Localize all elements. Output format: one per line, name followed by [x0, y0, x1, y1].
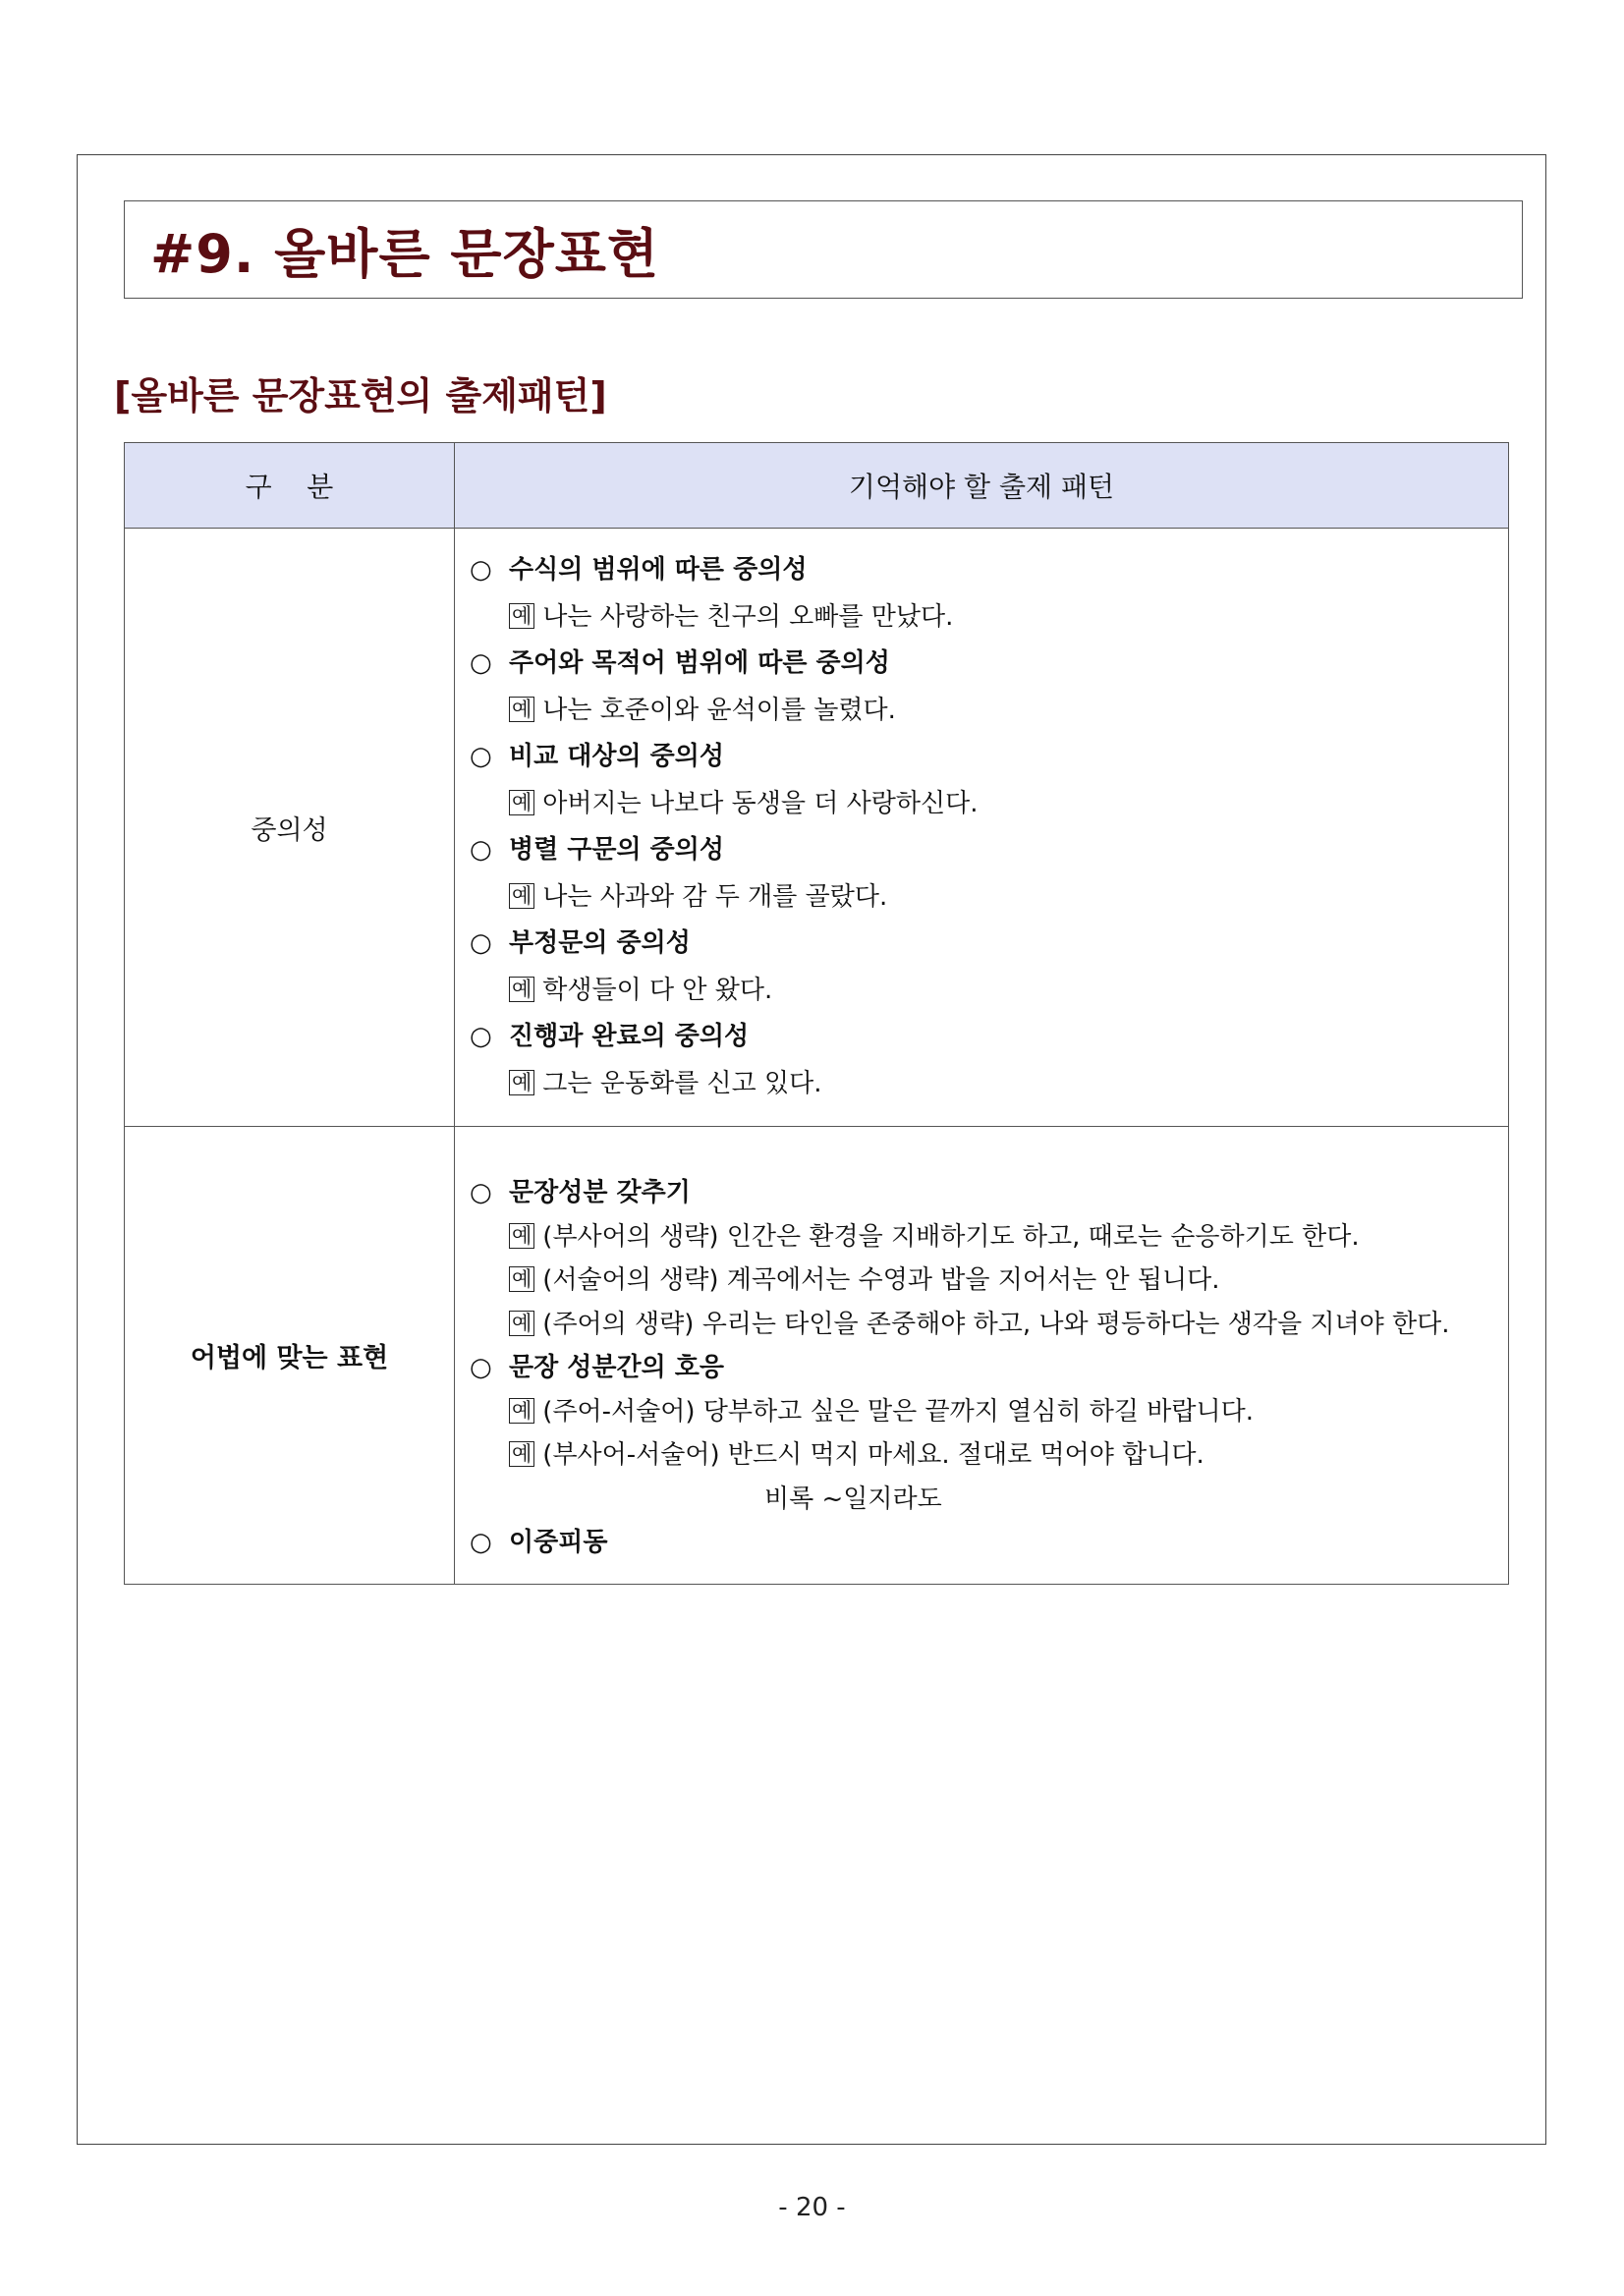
- example-line: [470, 968, 1495, 1015]
- page-number: - 20 -: [778, 2193, 846, 2222]
- header-category: 구 분: [125, 443, 455, 529]
- example-mark-icon: 예: [509, 697, 534, 722]
- example-line: [470, 1433, 1495, 1478]
- example-mark-icon: 예: [509, 1223, 534, 1249]
- category-ambiguity: 중의성: [125, 529, 455, 1127]
- example-text: (서술어의 생략) 계곡에서는 수영과 밥을 지어서는 안 됩니다.: [542, 1265, 1220, 1295]
- title-box: [124, 200, 1523, 299]
- circle-bullet-icon: ○: [470, 1528, 492, 1557]
- example-line: [470, 1215, 1495, 1260]
- page-title: #9. 올바른 문장표현: [150, 222, 660, 285]
- pattern-heading-text: 문장성분 갖추기: [509, 1178, 691, 1207]
- example-line: [470, 874, 1495, 922]
- circle-bullet-icon: ○: [470, 835, 492, 865]
- example-text: (부사어-서술어) 반드시 먹지 마세요. 절대로 먹어야 합니다.: [542, 1440, 1204, 1470]
- example-text: 나는 사과와 감 두 개를 골랐다.: [542, 881, 888, 912]
- pattern-heading: [470, 1346, 1495, 1390]
- example-line: [470, 688, 1495, 735]
- pattern-heading-text: 비교 대상의 중의성: [509, 742, 725, 771]
- example-mark-icon: 예: [509, 1266, 534, 1292]
- pattern-heading: [470, 827, 1495, 874]
- example-line: [470, 1303, 1495, 1347]
- pattern-heading-text: 수식의 범위에 따른 중의성: [509, 555, 808, 585]
- example-text: 아버지는 나보다 동생을 더 사랑하신다.: [542, 788, 979, 818]
- circle-bullet-icon: ○: [470, 742, 492, 771]
- category-grammar: 어법에 맞는 표현: [125, 1127, 455, 1585]
- pattern-heading: [470, 547, 1495, 594]
- example-text: (주어의 생략) 우리는 타인을 존중해야 하고, 나와 평등하다는 생각을 지녀야 한다.: [542, 1309, 1450, 1339]
- example-mark-icon: 예: [509, 1398, 534, 1424]
- example-mark-icon: 예: [509, 1441, 534, 1467]
- table-header-row: [125, 443, 1509, 529]
- pattern-heading-text: 병렬 구문의 중의성: [509, 835, 725, 865]
- example-line: [470, 1061, 1495, 1108]
- example-mark-icon: 예: [509, 977, 534, 1002]
- example-line: [470, 594, 1495, 642]
- table-row: [125, 1127, 1509, 1585]
- example-text: (주어-서술어) 당부하고 싶은 말은 끝까지 열심히 하길 바랍니다.: [542, 1396, 1254, 1427]
- pattern-heading-text: 문장 성분간의 호응: [509, 1353, 725, 1382]
- header-patterns: 기억해야 할 출제 패턴: [455, 443, 1509, 529]
- example-line: [470, 781, 1495, 828]
- circle-bullet-icon: ○: [470, 1022, 492, 1051]
- example-line: [470, 1259, 1495, 1303]
- example-mark-icon: 예: [509, 790, 534, 815]
- pattern-heading: [470, 1014, 1495, 1061]
- continuation-line: 비록 ~일지라도: [764, 1484, 942, 1514]
- pattern-heading: [470, 921, 1495, 968]
- pattern-cell: [455, 529, 1509, 1127]
- pattern-heading: [470, 641, 1495, 688]
- circle-bullet-icon: ○: [470, 1178, 492, 1207]
- example-line: [470, 1390, 1495, 1434]
- circle-bullet-icon: ○: [470, 555, 492, 585]
- example-text: (부사어의 생략) 인간은 환경을 지배하기도 하고, 때로는 순응하기도 한다.: [542, 1221, 1360, 1252]
- section-subtitle: [올바른 문장표현의 출제패턴]: [114, 374, 607, 418]
- table-row: [125, 529, 1509, 1127]
- circle-bullet-icon: ○: [470, 1353, 492, 1382]
- example-mark-icon: 예: [509, 1311, 534, 1336]
- example-mark-icon: 예: [509, 603, 534, 629]
- pattern-heading-text: 주어와 목적어 범위에 따른 중의성: [509, 648, 890, 678]
- circle-bullet-icon: ○: [470, 928, 492, 958]
- circle-bullet-icon: ○: [470, 648, 492, 678]
- pattern-heading-text: 부정문의 중의성: [509, 928, 691, 958]
- example-mark-icon: 예: [509, 1070, 534, 1095]
- pattern-heading-text: 진행과 완료의 중의성: [509, 1022, 750, 1051]
- pattern-heading: [470, 1171, 1495, 1215]
- pattern-heading: [470, 1521, 1495, 1565]
- pattern-heading-text: 이중피동: [509, 1528, 608, 1557]
- example-text: 나는 호준이와 윤석이를 놀렸다.: [542, 695, 896, 725]
- example-mark-icon: 예: [509, 883, 534, 909]
- example-text: 학생들이 다 안 왔다.: [542, 975, 773, 1005]
- example-text: 그는 운동화를 신고 있다.: [542, 1068, 822, 1098]
- pattern-heading: [470, 734, 1495, 781]
- example-text: 나는 사랑하는 친구의 오빠를 만났다.: [542, 601, 954, 632]
- pattern-cell: [455, 1127, 1509, 1585]
- pattern-table: [124, 442, 1509, 1585]
